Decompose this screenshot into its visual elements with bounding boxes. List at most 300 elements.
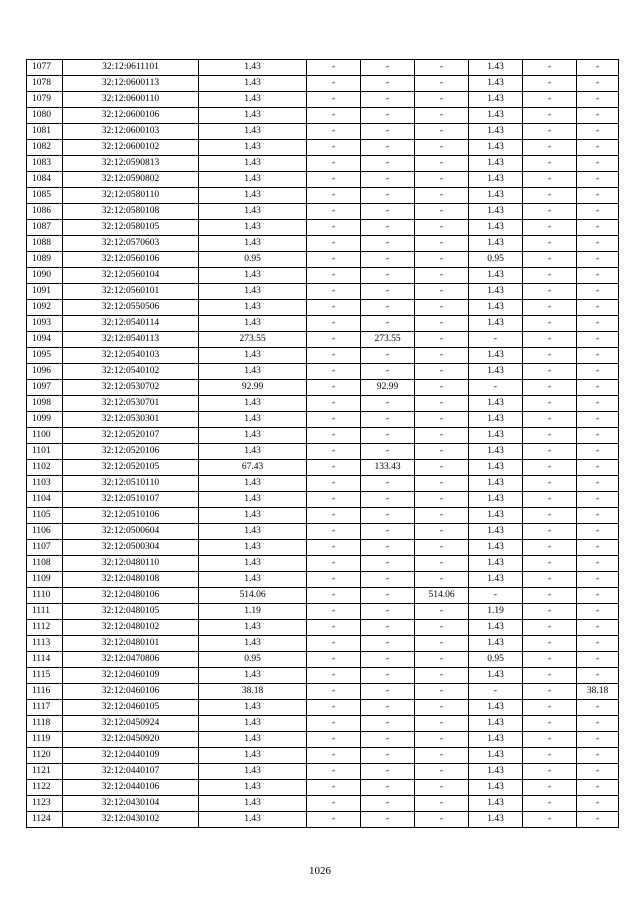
table-cell: - <box>361 412 415 428</box>
table-cell: 1082 <box>27 140 63 156</box>
table-cell: 1.43 <box>199 92 307 108</box>
table-cell: 1.43 <box>199 780 307 796</box>
table-cell: 1.43 <box>199 668 307 684</box>
table-cell: 32:12:0440109 <box>63 748 199 764</box>
table-cell: 92.99 <box>361 380 415 396</box>
table-cell: 32:12:0510107 <box>63 492 199 508</box>
table-cell: 1.43 <box>469 300 523 316</box>
table-cell: - <box>523 604 577 620</box>
table-cell: 1108 <box>27 556 63 572</box>
table-cell: 1.43 <box>469 220 523 236</box>
table-cell: 1.43 <box>199 188 307 204</box>
table-cell: 0.95 <box>469 252 523 268</box>
table-cell: 1103 <box>27 476 63 492</box>
table-cell: - <box>523 588 577 604</box>
table-cell: - <box>523 620 577 636</box>
table-cell: - <box>469 332 523 348</box>
table-cell: - <box>361 60 415 76</box>
table-cell: - <box>361 636 415 652</box>
table-cell: 1.43 <box>199 572 307 588</box>
table-cell: 1.43 <box>469 748 523 764</box>
table-row <box>27 348 619 364</box>
table-cell: 1.43 <box>199 268 307 284</box>
table-cell: - <box>523 140 577 156</box>
table-cell: - <box>577 572 619 588</box>
table-cell: - <box>361 428 415 444</box>
table-cell: - <box>415 332 469 348</box>
table-cell: - <box>415 204 469 220</box>
table-row <box>27 636 619 652</box>
table-cell: - <box>577 668 619 684</box>
table-cell: - <box>415 140 469 156</box>
table-cell: 1.43 <box>469 668 523 684</box>
table-cell: 32:12:0600102 <box>63 140 199 156</box>
table-cell: 1.43 <box>199 300 307 316</box>
table-cell: - <box>577 92 619 108</box>
table-cell: - <box>307 556 361 572</box>
table-cell: 1112 <box>27 620 63 636</box>
table-cell: 1100 <box>27 428 63 444</box>
table-row <box>27 204 619 220</box>
table-cell: 1.43 <box>469 524 523 540</box>
table-cell: 1.43 <box>469 444 523 460</box>
table-cell: 1115 <box>27 668 63 684</box>
table-cell: 38.18 <box>199 684 307 700</box>
table-cell: - <box>307 76 361 92</box>
table-cell: 1.43 <box>469 780 523 796</box>
table-cell: 1.43 <box>469 268 523 284</box>
table-cell: - <box>523 396 577 412</box>
table-cell: - <box>307 716 361 732</box>
table-cell: 32:12:0600106 <box>63 108 199 124</box>
table-row <box>27 460 619 476</box>
table-cell: 1.43 <box>469 348 523 364</box>
table-cell: - <box>523 316 577 332</box>
table-cell: 1087 <box>27 220 63 236</box>
table-cell: - <box>577 140 619 156</box>
table-cell: - <box>523 748 577 764</box>
table-row <box>27 124 619 140</box>
table-cell: 1097 <box>27 380 63 396</box>
table-cell: - <box>577 364 619 380</box>
table-cell: 0.95 <box>199 652 307 668</box>
table-cell: 32:12:0480102 <box>63 620 199 636</box>
table-cell: 1.43 <box>469 796 523 812</box>
table-row <box>27 380 619 396</box>
table-row <box>27 780 619 796</box>
table-cell: - <box>307 220 361 236</box>
table-cell: 1.43 <box>199 60 307 76</box>
table-cell: - <box>523 764 577 780</box>
table-cell: 32:12:0480101 <box>63 636 199 652</box>
table-cell: - <box>523 220 577 236</box>
table-cell: - <box>577 716 619 732</box>
table-cell: - <box>577 460 619 476</box>
table-cell: 0.95 <box>469 652 523 668</box>
table-row <box>27 188 619 204</box>
table-cell: - <box>577 188 619 204</box>
table-cell: - <box>307 684 361 700</box>
table-cell: 1079 <box>27 92 63 108</box>
table-cell: - <box>361 572 415 588</box>
table-cell: 1.43 <box>199 636 307 652</box>
table-cell: - <box>307 604 361 620</box>
table-cell: - <box>307 396 361 412</box>
table-cell: - <box>523 300 577 316</box>
table-cell: - <box>361 108 415 124</box>
table-cell: - <box>361 492 415 508</box>
table-cell: - <box>523 428 577 444</box>
table-row <box>27 508 619 524</box>
table-cell: - <box>577 476 619 492</box>
table-cell: - <box>577 764 619 780</box>
table-cell: 1.43 <box>199 524 307 540</box>
table-cell: - <box>361 780 415 796</box>
table-cell: - <box>577 204 619 220</box>
table-cell: - <box>361 284 415 300</box>
table-cell: - <box>307 700 361 716</box>
table-cell: 1.43 <box>469 172 523 188</box>
table-cell: - <box>307 124 361 140</box>
table-cell: 32:12:0480108 <box>63 572 199 588</box>
table-cell: - <box>577 428 619 444</box>
table-cell: 1.43 <box>199 476 307 492</box>
table-row <box>27 76 619 92</box>
table-cell: 32:12:0540113 <box>63 332 199 348</box>
table-cell: 1.43 <box>469 124 523 140</box>
table-cell: 32:12:0480105 <box>63 604 199 620</box>
table-cell: - <box>361 668 415 684</box>
table-cell: 1091 <box>27 284 63 300</box>
table-cell: 1.43 <box>199 540 307 556</box>
table-cell: 32:12:0530701 <box>63 396 199 412</box>
table-cell: - <box>415 652 469 668</box>
table-cell: 1.43 <box>199 284 307 300</box>
table-cell: 514.06 <box>415 588 469 604</box>
table-cell: 1116 <box>27 684 63 700</box>
table-cell: 1.43 <box>199 220 307 236</box>
table-row <box>27 620 619 636</box>
table-cell: - <box>577 780 619 796</box>
table-cell: 1.43 <box>199 412 307 428</box>
table-cell: 1.43 <box>469 700 523 716</box>
table-cell: - <box>523 684 577 700</box>
table-cell: - <box>415 476 469 492</box>
table-cell: 32:12:0480110 <box>63 556 199 572</box>
table-cell: - <box>577 108 619 124</box>
table-cell: - <box>415 76 469 92</box>
table-cell: - <box>307 364 361 380</box>
table-cell: - <box>307 348 361 364</box>
table-cell: 1090 <box>27 268 63 284</box>
table-cell: - <box>577 156 619 172</box>
table-cell: - <box>577 620 619 636</box>
table-cell: - <box>415 284 469 300</box>
table-cell: - <box>415 700 469 716</box>
table-cell: 32:12:0600103 <box>63 124 199 140</box>
table-cell: - <box>469 588 523 604</box>
table-row <box>27 428 619 444</box>
table-cell: - <box>523 540 577 556</box>
table-cell: 1077 <box>27 60 63 76</box>
table-cell: - <box>577 412 619 428</box>
table-cell: 32:12:0460105 <box>63 700 199 716</box>
table-cell: 1085 <box>27 188 63 204</box>
page-number: 1026 <box>309 865 331 877</box>
table-cell: - <box>415 812 469 828</box>
table-cell: - <box>523 668 577 684</box>
table-cell: 32:12:0450920 <box>63 732 199 748</box>
table-cell: - <box>577 748 619 764</box>
table-cell: - <box>415 60 469 76</box>
table-cell: - <box>307 380 361 396</box>
table-cell: 514.06 <box>199 588 307 604</box>
table-cell: - <box>523 652 577 668</box>
table-row <box>27 572 619 588</box>
table-cell: - <box>307 156 361 172</box>
table-cell: 1083 <box>27 156 63 172</box>
table-cell: - <box>307 508 361 524</box>
table-cell: - <box>415 364 469 380</box>
table-cell: - <box>523 796 577 812</box>
table-cell: 32:12:0530301 <box>63 412 199 428</box>
table-cell: 32:12:0460106 <box>63 684 199 700</box>
table-cell: - <box>415 108 469 124</box>
table-cell: - <box>523 460 577 476</box>
table-cell: - <box>361 652 415 668</box>
table-cell: - <box>415 620 469 636</box>
table-cell: - <box>523 524 577 540</box>
table-cell: 1.43 <box>469 636 523 652</box>
table-cell: - <box>307 588 361 604</box>
table-row <box>27 332 619 348</box>
table-cell: 1.43 <box>469 412 523 428</box>
table-cell: 32:12:0480106 <box>63 588 199 604</box>
table-cell: 1119 <box>27 732 63 748</box>
table-cell: - <box>361 204 415 220</box>
table-cell: 1.43 <box>469 204 523 220</box>
table-cell: 1.43 <box>469 732 523 748</box>
table-cell: - <box>415 796 469 812</box>
table-cell: - <box>523 364 577 380</box>
table-cell: 1.43 <box>469 716 523 732</box>
table-cell: 32:12:0440106 <box>63 780 199 796</box>
table-cell: - <box>361 716 415 732</box>
table-row <box>27 140 619 156</box>
table-cell: - <box>307 300 361 316</box>
table-cell: 32:12:0470806 <box>63 652 199 668</box>
table-cell: - <box>577 316 619 332</box>
table-cell: - <box>523 476 577 492</box>
table-cell: 273.55 <box>199 332 307 348</box>
table-cell: 1.43 <box>199 764 307 780</box>
table-cell: - <box>415 684 469 700</box>
table-cell: - <box>577 796 619 812</box>
table-cell: - <box>307 620 361 636</box>
table-cell: - <box>415 508 469 524</box>
table-cell: - <box>523 492 577 508</box>
table-cell: 38.18 <box>577 684 619 700</box>
table-row <box>27 412 619 428</box>
table-cell: - <box>523 348 577 364</box>
table-cell: 1.43 <box>469 92 523 108</box>
table-cell: - <box>577 380 619 396</box>
table-cell: 1096 <box>27 364 63 380</box>
table-cell: 32:12:0550506 <box>63 300 199 316</box>
table-cell: 1.43 <box>469 556 523 572</box>
table-row <box>27 284 619 300</box>
table-row <box>27 60 619 76</box>
table-cell: 1.43 <box>199 556 307 572</box>
table-cell: - <box>523 268 577 284</box>
table-cell: - <box>307 572 361 588</box>
table-cell: 0.95 <box>199 252 307 268</box>
table-cell: - <box>577 284 619 300</box>
table-cell: 32:12:0430102 <box>63 812 199 828</box>
table-cell: 1.43 <box>199 444 307 460</box>
table-cell: - <box>307 780 361 796</box>
table-cell: - <box>415 396 469 412</box>
table-cell: 1093 <box>27 316 63 332</box>
table-cell: 32:12:0510110 <box>63 476 199 492</box>
table-cell: 32:12:0590813 <box>63 156 199 172</box>
table-cell: 1123 <box>27 796 63 812</box>
table-cell: 1081 <box>27 124 63 140</box>
table-cell: 1.43 <box>199 620 307 636</box>
table-cell: - <box>307 412 361 428</box>
table-cell: 1.43 <box>199 396 307 412</box>
table-cell: 32:12:0560104 <box>63 268 199 284</box>
table-cell: - <box>361 748 415 764</box>
table-cell: - <box>361 92 415 108</box>
table-cell: 1111 <box>27 604 63 620</box>
table-cell: - <box>523 332 577 348</box>
table-cell: - <box>415 572 469 588</box>
table-cell: - <box>415 124 469 140</box>
table-cell: - <box>361 508 415 524</box>
table-cell: - <box>361 796 415 812</box>
table-cell: 1.43 <box>199 732 307 748</box>
table-cell: - <box>577 396 619 412</box>
table-cell: 1.43 <box>199 364 307 380</box>
table-row <box>27 604 619 620</box>
table-cell: - <box>415 460 469 476</box>
table-cell: 1.43 <box>469 364 523 380</box>
table-cell: 1.43 <box>199 348 307 364</box>
table-cell: - <box>523 556 577 572</box>
table-cell: 32:12:0430104 <box>63 796 199 812</box>
table-cell: 1117 <box>27 700 63 716</box>
table-cell: - <box>523 412 577 428</box>
table-cell: 1.43 <box>199 156 307 172</box>
table-cell: - <box>415 732 469 748</box>
table-cell: 1.43 <box>469 460 523 476</box>
table-row <box>27 316 619 332</box>
table-cell: 32:12:0530702 <box>63 380 199 396</box>
table-cell: - <box>523 60 577 76</box>
table-cell: - <box>307 236 361 252</box>
table-cell: 1124 <box>27 812 63 828</box>
table-row <box>27 300 619 316</box>
table-cell: - <box>361 140 415 156</box>
table-row <box>27 812 619 828</box>
table-cell: 1099 <box>27 412 63 428</box>
table-cell: - <box>361 348 415 364</box>
table-cell: - <box>577 172 619 188</box>
table-cell: 1.43 <box>469 812 523 828</box>
table-cell: - <box>523 780 577 796</box>
table-cell: 1.43 <box>469 108 523 124</box>
table-cell: 1.43 <box>199 716 307 732</box>
table-cell: 1120 <box>27 748 63 764</box>
table-cell: - <box>523 444 577 460</box>
table-cell: - <box>307 636 361 652</box>
table-cell: 32:12:0560106 <box>63 252 199 268</box>
table-cell: 32:12:0460109 <box>63 668 199 684</box>
table-cell: 1084 <box>27 172 63 188</box>
table-row <box>27 748 619 764</box>
table-cell: 1118 <box>27 716 63 732</box>
table-cell: 32:12:0540102 <box>63 364 199 380</box>
table-cell: - <box>415 172 469 188</box>
table-cell: 1.43 <box>469 156 523 172</box>
table-cell: - <box>415 188 469 204</box>
table-cell: - <box>523 92 577 108</box>
table-cell: - <box>415 524 469 540</box>
table-cell: 1.19 <box>469 604 523 620</box>
table-cell: - <box>361 812 415 828</box>
table-row <box>27 556 619 572</box>
table-cell: - <box>361 316 415 332</box>
table-cell: - <box>577 588 619 604</box>
table-row <box>27 236 619 252</box>
table-cell: 32:12:0590802 <box>63 172 199 188</box>
table-cell: 1.19 <box>199 604 307 620</box>
table-cell: - <box>361 684 415 700</box>
table-row <box>27 588 619 604</box>
table-cell: - <box>415 780 469 796</box>
table-cell: 1121 <box>27 764 63 780</box>
table-cell: - <box>577 76 619 92</box>
table-cell: - <box>307 492 361 508</box>
table-cell: - <box>523 700 577 716</box>
table-cell: - <box>361 300 415 316</box>
table-cell: - <box>415 748 469 764</box>
table-cell: - <box>577 332 619 348</box>
table-cell: 1.43 <box>199 172 307 188</box>
table-row <box>27 684 619 700</box>
table-cell: - <box>415 236 469 252</box>
table-cell: 1.43 <box>469 476 523 492</box>
table-cell: - <box>361 76 415 92</box>
table-cell: 1.43 <box>469 764 523 780</box>
table-row <box>27 524 619 540</box>
table-cell: 32:12:0510106 <box>63 508 199 524</box>
table-cell: 1.43 <box>469 508 523 524</box>
table-cell: - <box>307 92 361 108</box>
table-cell: 92.99 <box>199 380 307 396</box>
table-cell: - <box>577 300 619 316</box>
table-cell: - <box>415 92 469 108</box>
table-cell: 32:12:0520105 <box>63 460 199 476</box>
table-cell: 1101 <box>27 444 63 460</box>
table-cell: - <box>307 444 361 460</box>
table-cell: - <box>307 764 361 780</box>
table-cell: - <box>361 252 415 268</box>
table-cell: - <box>523 812 577 828</box>
table-cell: - <box>361 188 415 204</box>
table-cell: - <box>523 732 577 748</box>
